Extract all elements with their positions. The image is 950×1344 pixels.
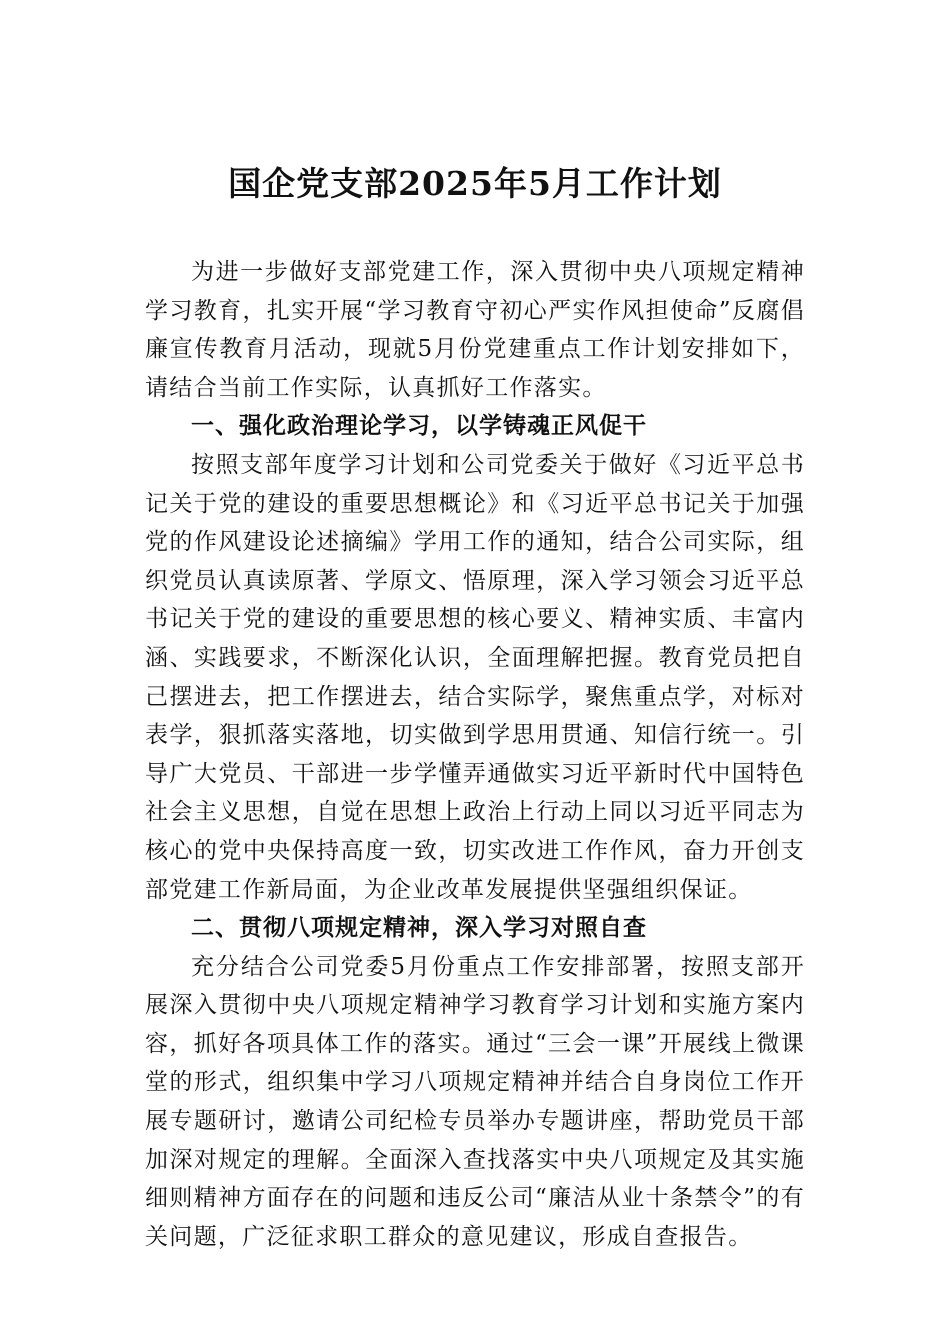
document-title: 国企党支部2025年5月工作计划	[228, 164, 722, 203]
section-paragraph-2: 充分结合公司党委5月份重点工作安排部署，按照支部开展深入贯彻中央八项规定精神学习教育学习计划和实施方案内容，抓好各项具体工作的落实。通过“三会一课”开展线上微课堂的形式，组织集中学习八项规定精神并结合自身岗位工作开展专题研讨，邀请公司纪检专员举办专题讲座，帮助党员干部加深对规定的理解。全面深入查找落实中央八项规定及其实施细则精神方面存在的问题和违反公司“廉洁从业十条禁令”的有关问题，广泛征求职工群众的意见建议，形成自查报告。	[145, 953, 805, 1250]
section-heading-1: 一、强化政治理论学习，以学铸魂正风促干	[191, 413, 647, 440]
intro-paragraph: 为进一步做好支部党建工作，深入贯彻中央八项规定精神学习教育，扎实开展“学习教育守初心严实作风担使命”反腐倡廉宣传教育月活动，现就5月份党建重点工作计划安排如下，请结合当前工作实际，认真抓好工作落实。	[145, 259, 805, 401]
section-paragraph-1: 按照支部年度学习计划和公司党委关于做好《习近平总书记关于党的建设的重要思想概论》和《习近平总书记关于加强党的作风建设论述摘编》学用工作的通知，结合公司实际，组织党员认真读原著、学原文、悟原理，深入学习领会习近平总书记关于党的建设的重要思想的核心要义、精神实质、丰富内涵、实践要求，不断深化认识，全面理解把握。教育党员把自己摆进去，把工作摆进去，结合实际学，聚焦重点学，对标对表学，狠抓落实落地，切实做到学思用贯通、知信行统一。引导广大党员、干部进一步学懂弄通做实习近平新时代中国特色社会主义思想，自觉在思想上政治上行动上同以习近平同志为核心的党中央保持高度一致，切实改进工作作风，奋力开创支部党建工作新局面，为企业改革发展提供坚强组织保证。	[145, 451, 805, 903]
document-body	[145, 253, 805, 1256]
section-heading-2: 二、贯彻八项规定精神，深入学习对照自查	[191, 915, 647, 942]
